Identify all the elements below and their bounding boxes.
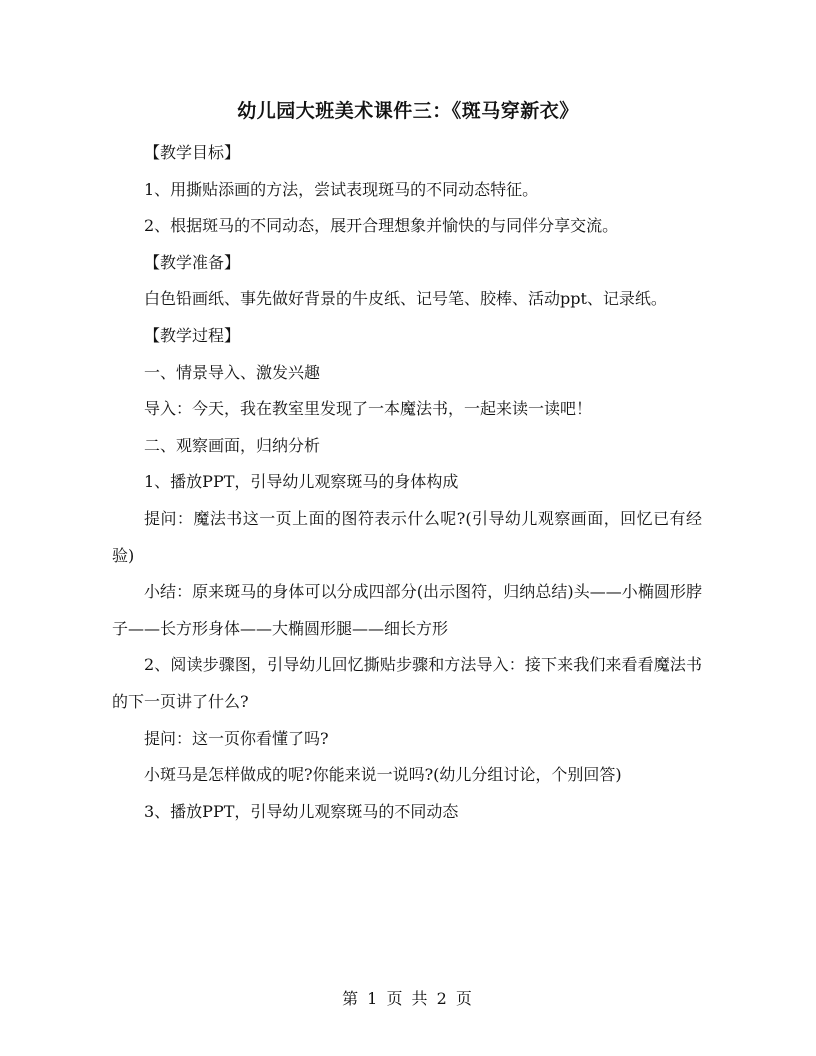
document-title: 幼儿园大班美术课件三：《斑马穿新衣》 — [237, 100, 579, 122]
document-body — [112, 135, 702, 830]
paragraph: 一、情景导入、激发兴趣 — [144, 362, 321, 382]
paragraph: 提问：魔法书这一页上面的图符表示什么呢?(引导幼儿观察画面，回忆已有经验) — [112, 508, 702, 565]
paragraph: 1、播放PPT，引导幼儿观察斑马的身体构成 — [144, 472, 459, 492]
paragraph: 二、观察画面，归纳分析 — [144, 435, 321, 455]
paragraph: 小结：原来斑马的身体可以分成四部分(出示图符，归纳总结)头——小椭圆形脖子——长方形身体——大椭圆形腿——细长方形 — [112, 582, 702, 638]
section-heading-process: 【教学过程】 — [144, 325, 241, 345]
paragraph: 3、播放PPT，引导幼儿观察斑马的不同动态 — [144, 801, 459, 821]
paragraph: 2、阅读步骤图，引导幼儿回忆撕贴步骤和方法导入：接下来我们来看看魔法书的下一页讲了什么? — [112, 655, 702, 711]
paragraph: 1、用撕贴添画的方法，尝试表现斑马的不同动态特征。 — [144, 179, 539, 199]
paragraph: 小斑马是怎样做成的呢?你能来说一说吗?(幼儿分组讨论，个别回答) — [144, 765, 622, 785]
section-heading-objectives: 【教学目标】 — [144, 143, 241, 162]
paragraph: 白色铅画纸、事先做好背景的牛皮纸、记号笔、胶棒、活动ppt、记录纸。 — [144, 289, 667, 309]
section-heading-preparation: 【教学准备】 — [144, 252, 241, 272]
paragraph: 导入：今天，我在教室里发现了一本魔法书，一起来读一读吧！ — [144, 399, 593, 419]
paragraph: 提问：这一页你看懂了吗? — [144, 728, 329, 748]
page-footer: 第 1 页 共 2 页 — [342, 989, 474, 1008]
paragraph: 2、根据斑马的不同动态，展开合理想象并愉快的与同伴分享交流。 — [144, 216, 619, 236]
